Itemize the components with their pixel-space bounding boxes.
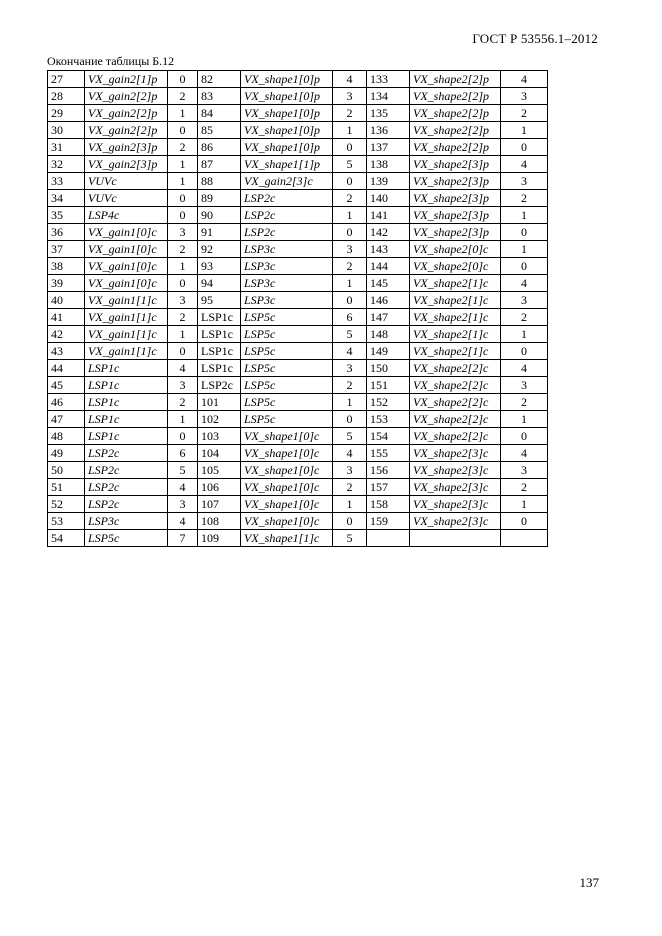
- left-bit-position-cell: 2: [168, 309, 198, 326]
- middle-bit-position-cell: 3: [333, 462, 367, 479]
- right-parameter-name-cell: VX_shape2[3]p: [410, 224, 501, 241]
- right-bit-position-cell: 4: [501, 360, 548, 377]
- right-bit-index-cell: 140: [367, 190, 410, 207]
- right-bit-position-cell: 1: [501, 241, 548, 258]
- middle-bit-position-cell: 0: [333, 173, 367, 190]
- left-parameter-name-cell: LSP2c: [85, 496, 168, 513]
- middle-parameter-name-cell: VX_shape1[0]c: [241, 513, 333, 530]
- middle-bit-position-cell: 5: [333, 428, 367, 445]
- left-bit-index-cell: 45: [48, 377, 85, 394]
- right-bit-position-cell: 2: [501, 479, 548, 496]
- left-bit-position-cell: 0: [168, 71, 198, 88]
- table-row: [48, 139, 548, 156]
- table-row: [48, 292, 548, 309]
- left-bit-index-cell: 35: [48, 207, 85, 224]
- middle-bit-position-cell: 0: [333, 292, 367, 309]
- page-number: 137: [579, 875, 599, 890]
- middle-bit-index-cell: 82: [198, 71, 241, 88]
- middle-bit-position-cell: 0: [333, 224, 367, 241]
- table-row: [48, 326, 548, 343]
- right-bit-index-cell: 152: [367, 394, 410, 411]
- left-bit-index-cell: 37: [48, 241, 85, 258]
- middle-parameter-name-cell: LSP3c: [241, 292, 333, 309]
- left-bit-index-cell: 41: [48, 309, 85, 326]
- right-bit-position-cell: 0: [501, 428, 548, 445]
- middle-bit-position-cell: 1: [333, 207, 367, 224]
- right-bit-position-cell: 3: [501, 292, 548, 309]
- left-bit-position-cell: 4: [168, 479, 198, 496]
- left-bit-position-cell: 2: [168, 88, 198, 105]
- right-parameter-name-cell: VX_shape2[1]c: [410, 275, 501, 292]
- left-bit-index-cell: 32: [48, 156, 85, 173]
- right-bit-position-cell: 0: [501, 343, 548, 360]
- right-parameter-name-cell: VX_shape2[0]c: [410, 241, 501, 258]
- table-row: [48, 377, 548, 394]
- right-bit-index-cell: 154: [367, 428, 410, 445]
- table-row: [48, 343, 548, 360]
- middle-bit-index-cell: 109: [198, 530, 241, 547]
- left-parameter-name-cell: LSP3c: [85, 513, 168, 530]
- left-bit-index-cell: 53: [48, 513, 85, 530]
- left-parameter-name-cell: VX_gain1[0]c: [85, 258, 168, 275]
- right-parameter-name-cell: VX_shape2[2]c: [410, 428, 501, 445]
- right-bit-position-cell: 3: [501, 377, 548, 394]
- right-bit-index-cell: 144: [367, 258, 410, 275]
- right-parameter-name-cell: VX_shape2[3]c: [410, 496, 501, 513]
- middle-parameter-name-cell: LSP2c: [241, 190, 333, 207]
- right-bit-index-cell: 136: [367, 122, 410, 139]
- left-bit-position-cell: 1: [168, 105, 198, 122]
- middle-bit-index-cell: 86: [198, 139, 241, 156]
- middle-parameter-name-cell: LSP2c: [241, 207, 333, 224]
- middle-parameter-name-cell: VX_shape1[0]p: [241, 139, 333, 156]
- right-bit-position-cell: 3: [501, 173, 548, 190]
- table-row: [48, 530, 548, 547]
- document-code: ГОСТ Р 53556.1–2012: [472, 31, 598, 46]
- left-bit-index-cell: 30: [48, 122, 85, 139]
- table-row: [48, 462, 548, 479]
- middle-parameter-name-cell: LSP5c: [241, 343, 333, 360]
- middle-bit-position-cell: 3: [333, 241, 367, 258]
- middle-bit-position-cell: 5: [333, 530, 367, 547]
- left-parameter-name-cell: VX_gain1[1]c: [85, 326, 168, 343]
- left-bit-index-cell: 46: [48, 394, 85, 411]
- right-bit-index-cell: 142: [367, 224, 410, 241]
- table-row: [48, 156, 548, 173]
- left-bit-position-cell: 1: [168, 411, 198, 428]
- left-parameter-name-cell: VX_gain1[1]c: [85, 292, 168, 309]
- right-parameter-name-cell: VX_shape2[2]p: [410, 71, 501, 88]
- left-parameter-name-cell: LSP2c: [85, 445, 168, 462]
- table-row: [48, 394, 548, 411]
- left-bit-position-cell: 0: [168, 275, 198, 292]
- left-bit-position-cell: 1: [168, 258, 198, 275]
- left-parameter-name-cell: LSP2c: [85, 479, 168, 496]
- left-bit-position-cell: 7: [168, 530, 198, 547]
- left-bit-index-cell: 48: [48, 428, 85, 445]
- middle-bit-position-cell: 1: [333, 275, 367, 292]
- left-bit-position-cell: 3: [168, 292, 198, 309]
- middle-bit-position-cell: 4: [333, 445, 367, 462]
- middle-bit-position-cell: 1: [333, 122, 367, 139]
- right-parameter-name-cell: VX_shape2[3]p: [410, 207, 501, 224]
- right-bit-index-cell: 146: [367, 292, 410, 309]
- middle-bit-index-cell: LSP1c: [198, 343, 241, 360]
- right-bit-index-cell: 150: [367, 360, 410, 377]
- right-bit-index-cell: 135: [367, 105, 410, 122]
- middle-parameter-name-cell: VX_shape1[0]c: [241, 462, 333, 479]
- right-parameter-name-cell: VX_shape2[3]c: [410, 513, 501, 530]
- right-bit-position-cell: 3: [501, 462, 548, 479]
- middle-parameter-name-cell: LSP3c: [241, 275, 333, 292]
- left-parameter-name-cell: VX_gain2[2]p: [85, 105, 168, 122]
- middle-bit-index-cell: 88: [198, 173, 241, 190]
- middle-bit-position-cell: 4: [333, 71, 367, 88]
- middle-bit-index-cell: 84: [198, 105, 241, 122]
- right-bit-index-cell: 155: [367, 445, 410, 462]
- middle-bit-position-cell: 0: [333, 139, 367, 156]
- left-bit-index-cell: 29: [48, 105, 85, 122]
- right-parameter-name-cell: VX_shape2[3]p: [410, 156, 501, 173]
- middle-bit-position-cell: 5: [333, 156, 367, 173]
- left-bit-position-cell: 1: [168, 326, 198, 343]
- right-bit-index-cell: 138: [367, 156, 410, 173]
- middle-parameter-name-cell: VX_gain2[3]c: [241, 173, 333, 190]
- left-bit-index-cell: 51: [48, 479, 85, 496]
- middle-parameter-name-cell: LSP5c: [241, 326, 333, 343]
- left-bit-position-cell: 1: [168, 173, 198, 190]
- left-parameter-name-cell: VX_gain2[3]p: [85, 156, 168, 173]
- table-body: [48, 71, 548, 547]
- left-bit-index-cell: 28: [48, 88, 85, 105]
- right-parameter-name-cell: VX_shape2[3]p: [410, 190, 501, 207]
- right-bit-index-cell: 156: [367, 462, 410, 479]
- right-parameter-name-cell: VX_shape2[2]p: [410, 88, 501, 105]
- right-bit-position-cell: [501, 530, 548, 547]
- left-parameter-name-cell: VX_gain2[3]p: [85, 139, 168, 156]
- right-parameter-name-cell: VX_shape2[2]p: [410, 122, 501, 139]
- right-bit-position-cell: 1: [501, 207, 548, 224]
- middle-parameter-name-cell: LSP5c: [241, 411, 333, 428]
- left-parameter-name-cell: VX_gain1[0]c: [85, 241, 168, 258]
- middle-parameter-name-cell: LSP3c: [241, 241, 333, 258]
- right-parameter-name-cell: VX_shape2[3]c: [410, 445, 501, 462]
- left-bit-index-cell: 54: [48, 530, 85, 547]
- middle-parameter-name-cell: VX_shape1[0]p: [241, 105, 333, 122]
- table-caption: Окончание таблицы Б.12: [47, 54, 175, 68]
- right-parameter-name-cell: VX_shape2[2]p: [410, 139, 501, 156]
- left-bit-index-cell: 47: [48, 411, 85, 428]
- left-bit-index-cell: 34: [48, 190, 85, 207]
- middle-bit-position-cell: 2: [333, 258, 367, 275]
- table-row: [48, 224, 548, 241]
- left-bit-position-cell: 0: [168, 122, 198, 139]
- left-bit-index-cell: 52: [48, 496, 85, 513]
- middle-parameter-name-cell: VX_shape1[0]c: [241, 445, 333, 462]
- right-bit-index-cell: 145: [367, 275, 410, 292]
- middle-bit-position-cell: 0: [333, 513, 367, 530]
- left-parameter-name-cell: LSP2c: [85, 462, 168, 479]
- right-parameter-name-cell: VX_shape2[1]c: [410, 326, 501, 343]
- middle-parameter-name-cell: VX_shape1[1]c: [241, 530, 333, 547]
- right-bit-position-cell: 1: [501, 496, 548, 513]
- right-bit-position-cell: 0: [501, 139, 548, 156]
- right-bit-index-cell: 134: [367, 88, 410, 105]
- right-bit-position-cell: 4: [501, 156, 548, 173]
- table-row: [48, 207, 548, 224]
- right-bit-index-cell: [367, 530, 410, 547]
- right-bit-index-cell: 147: [367, 309, 410, 326]
- bit-allocation-table: [47, 70, 548, 547]
- middle-parameter-name-cell: LSP3c: [241, 258, 333, 275]
- left-bit-index-cell: 44: [48, 360, 85, 377]
- table-row: [48, 88, 548, 105]
- left-bit-index-cell: 50: [48, 462, 85, 479]
- table-row: [48, 241, 548, 258]
- middle-bit-index-cell: 107: [198, 496, 241, 513]
- table-row: [48, 445, 548, 462]
- right-bit-index-cell: 137: [367, 139, 410, 156]
- left-bit-index-cell: 27: [48, 71, 85, 88]
- left-bit-index-cell: 39: [48, 275, 85, 292]
- right-bit-position-cell: 1: [501, 122, 548, 139]
- right-parameter-name-cell: VX_shape2[2]p: [410, 105, 501, 122]
- right-parameter-name-cell: VX_shape2[1]c: [410, 343, 501, 360]
- table-row: [48, 105, 548, 122]
- middle-bit-index-cell: 89: [198, 190, 241, 207]
- left-parameter-name-cell: LSP1c: [85, 360, 168, 377]
- middle-parameter-name-cell: LSP5c: [241, 309, 333, 326]
- right-parameter-name-cell: VX_shape2[3]c: [410, 479, 501, 496]
- middle-bit-index-cell: 104: [198, 445, 241, 462]
- table-row: [48, 309, 548, 326]
- left-bit-position-cell: 1: [168, 156, 198, 173]
- right-bit-position-cell: 2: [501, 105, 548, 122]
- middle-bit-position-cell: 2: [333, 105, 367, 122]
- middle-bit-index-cell: 108: [198, 513, 241, 530]
- middle-bit-position-cell: 6: [333, 309, 367, 326]
- right-bit-position-cell: 0: [501, 513, 548, 530]
- table-row: [48, 122, 548, 139]
- right-parameter-name-cell: [410, 530, 501, 547]
- left-bit-position-cell: 4: [168, 360, 198, 377]
- right-bit-index-cell: 158: [367, 496, 410, 513]
- table-row: [48, 411, 548, 428]
- left-bit-index-cell: 36: [48, 224, 85, 241]
- table-row: [48, 479, 548, 496]
- middle-bit-index-cell: 103: [198, 428, 241, 445]
- right-bit-index-cell: 159: [367, 513, 410, 530]
- middle-bit-position-cell: 3: [333, 360, 367, 377]
- middle-bit-index-cell: LSP1c: [198, 309, 241, 326]
- left-parameter-name-cell: VUVc: [85, 190, 168, 207]
- right-bit-position-cell: 2: [501, 190, 548, 207]
- left-bit-position-cell: 2: [168, 241, 198, 258]
- right-bit-index-cell: 148: [367, 326, 410, 343]
- left-bit-position-cell: 0: [168, 343, 198, 360]
- middle-bit-position-cell: 0: [333, 411, 367, 428]
- middle-bit-position-cell: 5: [333, 326, 367, 343]
- right-bit-position-cell: 1: [501, 326, 548, 343]
- right-parameter-name-cell: VX_shape2[1]c: [410, 292, 501, 309]
- right-parameter-name-cell: VX_shape2[0]c: [410, 258, 501, 275]
- right-bit-position-cell: 4: [501, 71, 548, 88]
- middle-bit-position-cell: 1: [333, 496, 367, 513]
- middle-bit-index-cell: LSP1c: [198, 360, 241, 377]
- left-bit-position-cell: 0: [168, 428, 198, 445]
- middle-bit-index-cell: 95: [198, 292, 241, 309]
- left-bit-position-cell: 3: [168, 224, 198, 241]
- middle-bit-position-cell: 2: [333, 479, 367, 496]
- middle-bit-index-cell: 105: [198, 462, 241, 479]
- middle-parameter-name-cell: VX_shape1[0]c: [241, 428, 333, 445]
- right-parameter-name-cell: VX_shape2[3]c: [410, 462, 501, 479]
- left-parameter-name-cell: VUVc: [85, 173, 168, 190]
- middle-bit-position-cell: 2: [333, 377, 367, 394]
- left-parameter-name-cell: VX_gain1[0]c: [85, 275, 168, 292]
- left-bit-position-cell: 3: [168, 496, 198, 513]
- middle-parameter-name-cell: LSP5c: [241, 394, 333, 411]
- right-bit-position-cell: 4: [501, 445, 548, 462]
- table-row: [48, 190, 548, 207]
- middle-parameter-name-cell: VX_shape1[0]p: [241, 122, 333, 139]
- middle-parameter-name-cell: VX_shape1[1]p: [241, 156, 333, 173]
- middle-bit-index-cell: 94: [198, 275, 241, 292]
- left-bit-index-cell: 33: [48, 173, 85, 190]
- table-row: [48, 258, 548, 275]
- left-bit-index-cell: 49: [48, 445, 85, 462]
- right-bit-position-cell: 0: [501, 258, 548, 275]
- middle-bit-position-cell: 2: [333, 190, 367, 207]
- right-bit-index-cell: 149: [367, 343, 410, 360]
- left-bit-index-cell: 38: [48, 258, 85, 275]
- right-parameter-name-cell: VX_shape2[2]c: [410, 377, 501, 394]
- table-row: [48, 173, 548, 190]
- middle-bit-index-cell: 90: [198, 207, 241, 224]
- middle-bit-index-cell: 87: [198, 156, 241, 173]
- right-parameter-name-cell: VX_shape2[2]c: [410, 360, 501, 377]
- middle-bit-index-cell: 85: [198, 122, 241, 139]
- middle-bit-index-cell: 102: [198, 411, 241, 428]
- middle-bit-index-cell: 101: [198, 394, 241, 411]
- middle-parameter-name-cell: VX_shape1[0]c: [241, 479, 333, 496]
- left-bit-position-cell: 5: [168, 462, 198, 479]
- middle-bit-index-cell: 91: [198, 224, 241, 241]
- right-bit-index-cell: 139: [367, 173, 410, 190]
- left-parameter-name-cell: VX_gain1[1]c: [85, 309, 168, 326]
- left-parameter-name-cell: LSP1c: [85, 377, 168, 394]
- right-bit-index-cell: 151: [367, 377, 410, 394]
- right-parameter-name-cell: VX_shape2[2]c: [410, 394, 501, 411]
- left-parameter-name-cell: VX_gain2[2]p: [85, 122, 168, 139]
- left-bit-position-cell: 6: [168, 445, 198, 462]
- left-bit-position-cell: 0: [168, 207, 198, 224]
- left-bit-index-cell: 31: [48, 139, 85, 156]
- middle-parameter-name-cell: VX_shape1[0]p: [241, 88, 333, 105]
- left-parameter-name-cell: VX_gain1[0]c: [85, 224, 168, 241]
- right-bit-position-cell: 0: [501, 224, 548, 241]
- middle-parameter-name-cell: LSP2c: [241, 224, 333, 241]
- middle-bit-position-cell: 1: [333, 394, 367, 411]
- middle-bit-index-cell: 93: [198, 258, 241, 275]
- right-bit-index-cell: 141: [367, 207, 410, 224]
- left-parameter-name-cell: LSP1c: [85, 394, 168, 411]
- middle-bit-position-cell: 4: [333, 343, 367, 360]
- middle-bit-position-cell: 3: [333, 88, 367, 105]
- table-row: [48, 275, 548, 292]
- middle-bit-index-cell: LSP2c: [198, 377, 241, 394]
- right-bit-position-cell: 2: [501, 394, 548, 411]
- right-bit-index-cell: 143: [367, 241, 410, 258]
- right-parameter-name-cell: VX_shape2[2]c: [410, 411, 501, 428]
- table-row: [48, 513, 548, 530]
- right-bit-position-cell: 1: [501, 411, 548, 428]
- left-bit-index-cell: 40: [48, 292, 85, 309]
- right-bit-position-cell: 2: [501, 309, 548, 326]
- middle-parameter-name-cell: VX_shape1[0]c: [241, 496, 333, 513]
- left-bit-position-cell: 2: [168, 394, 198, 411]
- right-bit-index-cell: 157: [367, 479, 410, 496]
- middle-bit-index-cell: 106: [198, 479, 241, 496]
- middle-bit-index-cell: 92: [198, 241, 241, 258]
- middle-parameter-name-cell: VX_shape1[0]p: [241, 71, 333, 88]
- left-bit-index-cell: 43: [48, 343, 85, 360]
- left-bit-position-cell: 0: [168, 190, 198, 207]
- table-row: [48, 360, 548, 377]
- right-bit-position-cell: 4: [501, 275, 548, 292]
- right-parameter-name-cell: VX_shape2[3]p: [410, 173, 501, 190]
- left-parameter-name-cell: VX_gain1[1]c: [85, 343, 168, 360]
- left-parameter-name-cell: LSP1c: [85, 411, 168, 428]
- middle-parameter-name-cell: LSP5c: [241, 377, 333, 394]
- left-parameter-name-cell: LSP5c: [85, 530, 168, 547]
- left-parameter-name-cell: LSP1c: [85, 428, 168, 445]
- table-row: [48, 496, 548, 513]
- left-bit-position-cell: 3: [168, 377, 198, 394]
- table-row: [48, 71, 548, 88]
- left-parameter-name-cell: LSP4c: [85, 207, 168, 224]
- right-bit-position-cell: 3: [501, 88, 548, 105]
- middle-parameter-name-cell: LSP5c: [241, 360, 333, 377]
- left-bit-position-cell: 2: [168, 139, 198, 156]
- middle-bit-index-cell: LSP1c: [198, 326, 241, 343]
- left-parameter-name-cell: VX_gain2[2]p: [85, 88, 168, 105]
- right-bit-index-cell: 153: [367, 411, 410, 428]
- table-row: [48, 428, 548, 445]
- middle-bit-index-cell: 83: [198, 88, 241, 105]
- left-bit-position-cell: 4: [168, 513, 198, 530]
- left-parameter-name-cell: VX_gain2[1]p: [85, 71, 168, 88]
- right-parameter-name-cell: VX_shape2[1]c: [410, 309, 501, 326]
- right-bit-index-cell: 133: [367, 71, 410, 88]
- left-bit-index-cell: 42: [48, 326, 85, 343]
